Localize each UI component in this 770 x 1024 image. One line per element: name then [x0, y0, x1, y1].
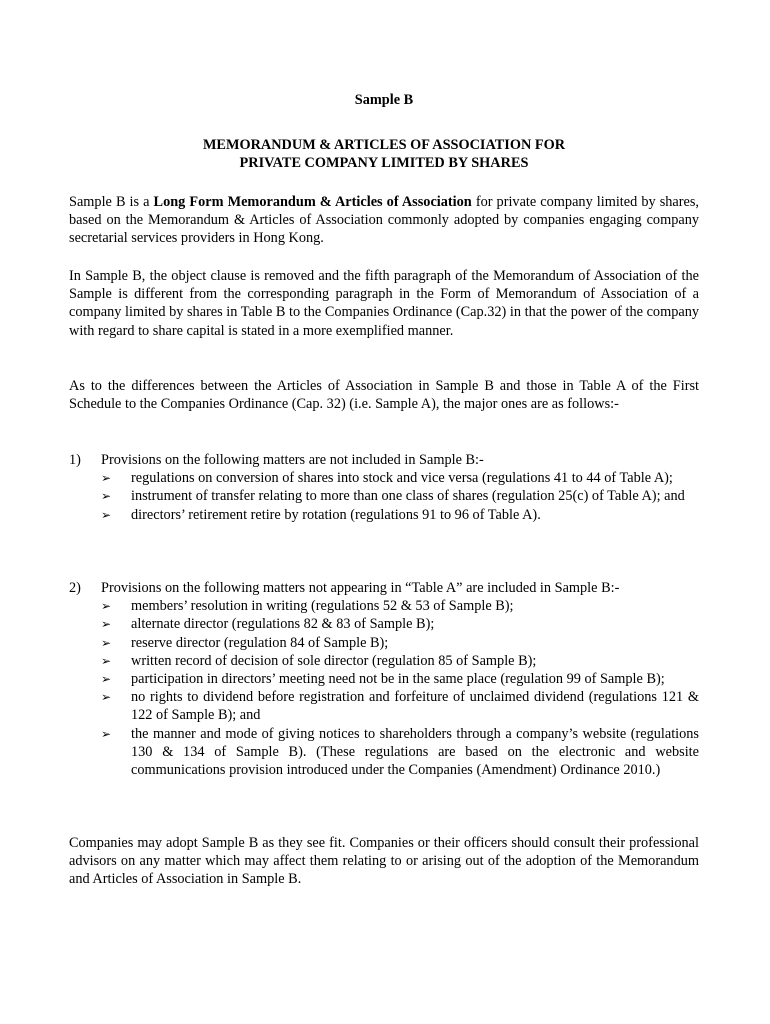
arrow-bullet-icon: ➢ [101, 471, 112, 486]
list-item [101, 634, 699, 652]
arrow-bullet-icon: ➢ [101, 672, 112, 687]
closing-paragraph: Companies may adopt Sample B as they see fit. Companies or their officers should consult their professional advisors on any matter which may affect them relating to or arising out of the adoption of the Memorandum and Articles of Association in Sample B. [69, 835, 699, 888]
list-item-text: reserve director (regulation 84 of Sample B); [131, 634, 389, 651]
list-item-text: alternate director (regulations 82 & 83 of Sample B); [131, 616, 435, 633]
main-title [69, 136, 699, 172]
list-item [101, 688, 699, 724]
intro-bold-text: Long Form Memorandum & Articles of Association [153, 194, 472, 210]
list-item [101, 670, 699, 688]
arrow-bullet-icon: ➢ [101, 599, 112, 614]
list-item-text: participation in directors’ meeting need not be in the same place (regulation 99 of Sample B); [131, 671, 665, 688]
arrow-bullet-icon: ➢ [101, 653, 112, 668]
intro-text-start: Sample B is a [69, 194, 154, 210]
list-item-text: instrument of transfer relating to more than one class of shares (regulation 25(c) of Table A); and [131, 488, 685, 505]
arrow-bullet-icon: ➢ [101, 489, 112, 504]
list-item [101, 506, 699, 524]
differences-paragraph: As to the differences between the Articles of Association in Sample B and those in Table A of the First Schedule to the Companies Ordinance (Cap. 32) (i.e. Sample A), the major ones are as follows:- [69, 378, 699, 413]
section-2-number: 2) [69, 580, 81, 596]
list-item [101, 652, 699, 670]
section-2-heading [69, 579, 699, 597]
intro-paragraph [69, 193, 699, 248]
list-item [101, 725, 699, 780]
list-item [101, 615, 699, 633]
arrow-bullet-icon: ➢ [101, 635, 112, 650]
list-item-text: the manner and mode of giving notices to shareholders through a company’s website (regulations 130 & 134 of Sample B). (These regulations are based on the electronic and website communications provision introduced under the Companies (Amendment) Ordinance 2010.) [131, 725, 699, 779]
section-1-list [69, 469, 699, 524]
list-item-text: regulations on conversion of shares into stock and vice versa (regulations 41 to 44 of Table A); [131, 470, 673, 487]
sample-title: Sample B [354, 92, 414, 108]
arrow-bullet-icon: ➢ [101, 690, 112, 705]
arrow-bullet-icon: ➢ [101, 726, 112, 741]
list-item [101, 487, 699, 505]
arrow-bullet-icon: ➢ [101, 617, 112, 632]
section-1-heading [69, 451, 699, 469]
list-item [101, 469, 699, 487]
arrow-bullet-icon: ➢ [101, 507, 112, 522]
main-title-line-2: PRIVATE COMPANY LIMITED BY SHARES [239, 155, 529, 172]
section-2-heading-text: Provisions on the following matters not appearing in “Table A” are included in Sample B:- [101, 580, 620, 596]
section-1 [69, 451, 699, 524]
list-item-text: members’ resolution in writing (regulations 52 & 53 of Sample B); [131, 598, 514, 615]
section-2-list [69, 597, 699, 779]
list-item-text: no rights to dividend before registration and forfeiture of unclaimed dividend (regulations 121 & 122 of Sample B); and [131, 689, 699, 724]
section-1-heading-text: Provisions on the following matters are not included in Sample B:- [101, 452, 484, 468]
main-title-line-1: MEMORANDUM & ARTICLES OF ASSOCIATION FOR [202, 137, 566, 153]
section-1-number: 1) [69, 452, 81, 468]
list-item-text: written record of decision of sole director (regulation 85 of Sample B); [131, 652, 537, 669]
object-clause-paragraph: In Sample B, the object clause is removed and the fifth paragraph of the Memorandum of Association of the Sample is different from the corresponding paragraph in the Form of Memorandum of Association of a company limited by shares in Table B to the Companies Ordinance (Cap.32) in that the power of the company with regard to share capital is stated in a more exemplified manner. [69, 268, 699, 339]
section-2 [69, 579, 699, 779]
list-item [101, 597, 699, 615]
intro-text-end: for private company limited by shares, based on the Memorandum & Articles of Association commonly adopted by companies engaging company secretarial services providers in Hong Kong. [69, 194, 699, 247]
list-item-text: directors’ retirement retire by rotation (regulations 91 to 96 of Table A). [131, 506, 541, 523]
